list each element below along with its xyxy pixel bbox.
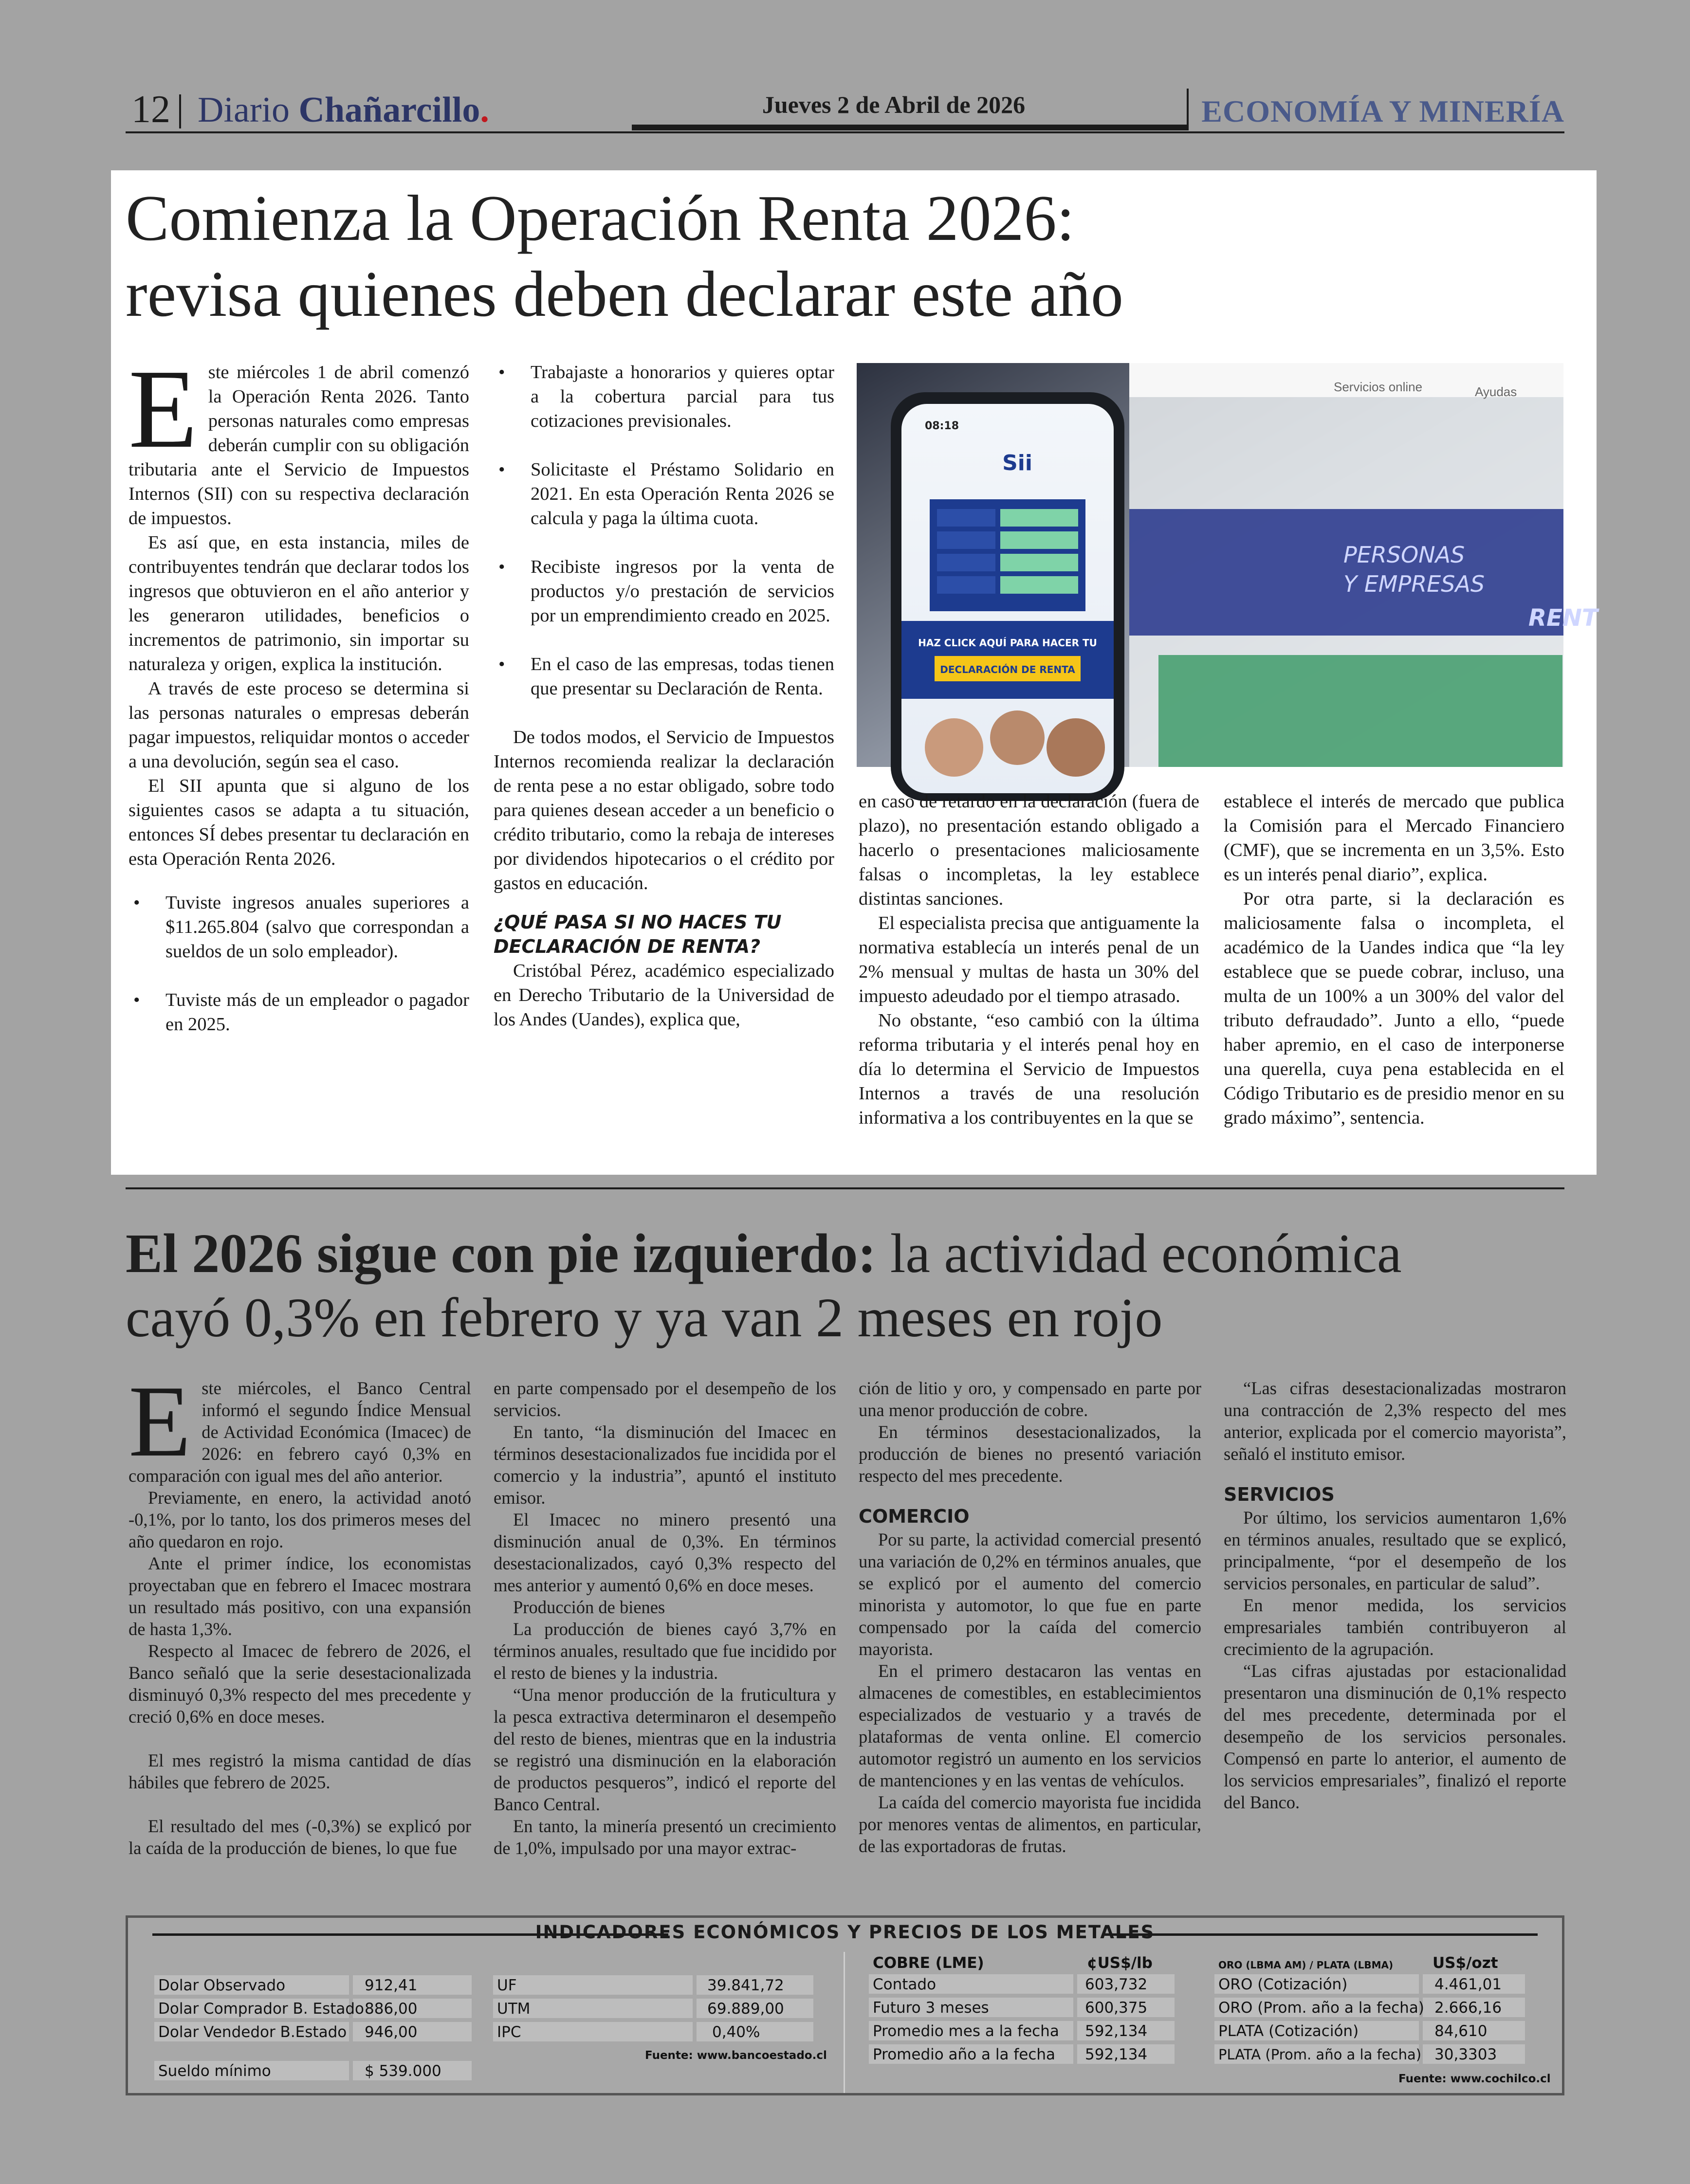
section-divider bbox=[1187, 89, 1189, 130]
article-separator bbox=[126, 1187, 1564, 1189]
copper-header: COBRE (LME) bbox=[873, 1954, 984, 1972]
dolar-vendedor-label: Dolar Vendedor B.Estado bbox=[158, 2023, 347, 2041]
article2-paragraph: En menor medida, los servicios empresariales también contribuyeron al crecimiento de la agrupación. bbox=[1224, 1595, 1566, 1659]
metals-header: ORO (LBMA AM) / PLATA (LBMA) bbox=[1218, 1959, 1394, 1971]
phone-menu-cell bbox=[937, 576, 995, 594]
article1-subhead: ¿QUÉ PASA SI NO HACES TU DECLARACIÓN DE RENTA? bbox=[494, 911, 782, 957]
source-cochilco: Fuente: www.cochilco.cl bbox=[1398, 2073, 1551, 2085]
article2-paragraph: Producción de bienes bbox=[513, 1597, 665, 1617]
oro-promedio-label: ORO (Prom. año a la fecha) bbox=[1218, 1999, 1424, 2017]
phone-cta-text: HAZ CLICK AQUÍ PARA HACER TU bbox=[918, 637, 1097, 649]
article1-paragraph: Cristóbal Pérez, académico especializado en Derecho Tributario de la Universidad de los Andes (Uandes), explica que, bbox=[494, 961, 834, 1030]
copper-futuro-label: Futuro 3 meses bbox=[873, 1999, 989, 2017]
article2-subhead-servicios: SERVICIOS bbox=[1224, 1484, 1335, 1505]
oro-cotizacion-label: ORO (Cotización) bbox=[1218, 1976, 1348, 1993]
copper-promedio-mes-label: Promedio mes a la fecha bbox=[873, 2022, 1059, 2040]
article2-paragraph: La producción de bienes cayó 3,7% en términos anuales, resultado que fue incidido por el resto de bienes y la industria. bbox=[494, 1619, 836, 1683]
article-operacion-renta bbox=[111, 170, 1597, 1175]
requirements-list-continued bbox=[494, 360, 834, 701]
uf-value: 39.841,72 bbox=[707, 1977, 784, 1994]
sueldo-minimo-label: Sueldo mínimo bbox=[158, 2062, 271, 2080]
phone-menu-cell bbox=[937, 554, 995, 571]
economic-indicators-box bbox=[126, 1915, 1564, 2095]
article2-paragraph: “Las cifras desestacionalizadas mostraron una contracción de 2,3% respecto del mes anterior, explicada por el comercio mayorista”, señaló el instituto emisor. bbox=[1224, 1378, 1566, 1464]
article2-paragraph: La caída del comercio mayorista fue incidida por menores ventas de alimentos, en particular, de las exportadoras de frutas. bbox=[859, 1792, 1201, 1856]
dolar-observado-label: Dolar Observado bbox=[158, 1977, 286, 1994]
article2-headline-line2: cayó 0,3% en febrero y ya van 2 meses en rojo bbox=[126, 1287, 1163, 1348]
article1-paragraph: A través de este proceso se determina si las personas naturales o empresas deberán pagar impuestos, reliquidar montos o acceder a una devolución, según sea el caso. bbox=[129, 678, 469, 772]
person-face bbox=[1047, 718, 1105, 777]
copper-contado-value: 603,732 bbox=[1085, 1976, 1148, 1993]
article2-paragraph: En tanto, “la disminución del Imacec en términos desestacionalizados fue incidida por el comercio y la industria”, apuntó el instituto emisor. bbox=[494, 1422, 836, 1508]
masthead-rule bbox=[126, 131, 1564, 133]
article2-subhead-comercio: COMERCIO bbox=[859, 1506, 970, 1527]
article2-paragraph: En el primero destacaron las ventas en almacenes de comestibles, en establecimientos especializados de vestuario y a través de plataformas de venta online. El comercio automotor registró un aumento en los servicios de mantenciones y en las ventas de vehículos. bbox=[859, 1661, 1201, 1790]
oro-cotizacion-value: 4.461,01 bbox=[1434, 1976, 1502, 1993]
article2-column-4 bbox=[1224, 1377, 1566, 1813]
phone-menu-cell bbox=[1000, 576, 1078, 594]
list-item: • Recibiste ingresos por la venta de productos y/o prestación de servicios por un emprendimiento creado en 2025. bbox=[494, 555, 834, 628]
phone-menu-cell bbox=[1000, 531, 1078, 549]
monitor-nav-item: Servicios online bbox=[1334, 380, 1423, 394]
article1-paragraph: ste miércoles 1 de abril comenzó la Operación Renta 2026. Tanto personas naturales como empresas deberán cumplir con su obligación tributaria ante el Servicio de Impuestos Internos (SII) con su respectiva declaración de impuestos. bbox=[129, 362, 469, 528]
oro-promedio-value: 2.666,16 bbox=[1434, 1999, 1502, 2017]
indicators-title: INDICADORES ECONÓMICOS Y PRECIOS DE LOS METALES bbox=[535, 1922, 1155, 1943]
sii-renta-photo bbox=[857, 363, 1598, 767]
drop-cap: E bbox=[129, 346, 198, 472]
article2-paragraph: Por último, los servicios aumentaron 1,6% en términos anuales, resultado que se explicó, principalmente, “por el desempeño de los servicios personales, en particular de salud”. bbox=[1224, 1508, 1566, 1593]
copper-promedio-ano-value: 592,134 bbox=[1085, 2046, 1148, 2063]
source-bancoestado: Fuente: www.bancoestado.cl bbox=[645, 2049, 827, 2062]
dolar-comprador-value: 886,00 bbox=[365, 2000, 418, 2018]
article1-column-4 bbox=[1224, 789, 1564, 1130]
phone-menu-cell bbox=[1000, 554, 1078, 571]
paper-name-light: Diario bbox=[198, 90, 290, 130]
monitor-green-grid bbox=[1158, 655, 1562, 767]
phone-cta-button-label: DECLARACIÓN DE RENTA bbox=[940, 664, 1075, 675]
monitor-nav-item: Ayudas bbox=[1475, 384, 1517, 399]
article1-column-1 bbox=[129, 346, 469, 1061]
article2-paragraph: ste miércoles, el Banco Central informó el segundo Índice Mensual de Actividad Económica (Imacec) de 2026: en febrero cayó 0,3% en comparación con igual mes del año anterior. bbox=[129, 1378, 471, 1486]
sueldo-minimo-value: $ 539.000 bbox=[365, 2062, 441, 2080]
plata-cotizacion-value: 84,610 bbox=[1434, 2022, 1488, 2040]
article2-paragraph: “Una menor producción de la fruticultura y la pesca extractiva determinaron el desempeño del resto de bienes, mientras que en la industria se registró una disminución en la elaboración de productos pesqueros”, indicó el reporte del Banco Central. bbox=[494, 1685, 836, 1814]
photo-illustration bbox=[857, 363, 1598, 767]
cell-bg bbox=[493, 2022, 693, 2041]
copper-promedio-ano-label: Promedio año a la fecha bbox=[873, 2046, 1056, 2063]
list-item: • En el caso de las empresas, todas tienen que presentar su Declaración de Renta. bbox=[494, 652, 834, 701]
article2-paragraph: En tanto, la minería presentó un crecimiento de 1,0%, impulsado por una mayor extrac- bbox=[494, 1816, 836, 1858]
ipc-label: IPC bbox=[497, 2023, 521, 2041]
page-number: 12 bbox=[131, 88, 170, 131]
masthead-divider bbox=[179, 94, 181, 128]
article2-headline-bold: El 2026 sigue con pie izquierdo: bbox=[126, 1222, 877, 1284]
metals-unit: US$/ozt bbox=[1433, 1954, 1498, 1972]
article1-paragraph: en caso de retardo en la declaración (fuera de plazo), no presentación estando obligado a hacerlo o presentaciones maliciosamente falsas o incompletas, la ley establece distintas sanciones. bbox=[859, 791, 1199, 909]
article1-paragraph: establece el interés de mercado que publica la Comisión para el Mercado Financiero (CMF), que se incrementa en un 3,5%. Esto es un interés penal diario”, explica. bbox=[1224, 791, 1564, 885]
copper-promedio-mes-value: 592,134 bbox=[1085, 2022, 1148, 2040]
dolar-vendedor-value: 946,00 bbox=[365, 2023, 418, 2041]
utm-label: UTM bbox=[497, 2000, 531, 2018]
date-bar bbox=[632, 125, 1187, 130]
article2-paragraph: Por su parte, la actividad comercial presentó una variación de 0,2% en términos anuales, que se explicó por el aumento del comercio minorista y automotor, lo que fue en parte compensado por la caída del comercio mayorista. bbox=[859, 1529, 1201, 1659]
phone-menu-cell bbox=[937, 509, 995, 527]
article2-column-1 bbox=[129, 1365, 471, 1859]
person-face bbox=[925, 718, 983, 777]
article1-column-2 bbox=[494, 360, 834, 1032]
article1-headline-line2: revisa quienes deben declarar este año bbox=[126, 258, 1123, 330]
article2-column-3 bbox=[859, 1377, 1201, 1857]
article1-paragraph: El SII apunta que si alguno de los siguientes casos se adapta a tu situación, entonces SÍ debes presentar tu declaración en esta Operación Renta 2026. bbox=[129, 776, 469, 869]
article2-column-2 bbox=[494, 1377, 836, 1859]
dolar-comprador-label: Dolar Comprador B. Estado bbox=[158, 2000, 365, 2018]
list-item: • Tuviste más de un empleador o pagador en 2025. bbox=[129, 988, 469, 1037]
paper-name-dot: . bbox=[480, 90, 489, 130]
plata-cotizacion-label: PLATA (Cotización) bbox=[1218, 2022, 1359, 2040]
article2-headline-rest: la actividad económica bbox=[876, 1222, 1402, 1284]
copper-contado-label: Contado bbox=[873, 1976, 937, 1993]
article1-headline bbox=[126, 180, 1581, 332]
article2-paragraph: El Imacec no minero presentó una disminución anual de 0,3%. En términos desestacionalizados, cayó 0,3% respecto del mes anterior y aumentó 0,6% en doce meses. bbox=[494, 1510, 836, 1595]
article1-paragraph: Es así que, en esta instancia, miles de contribuyentes tendrán que declarar todos los ingresos que obtuvieron en el año anterior y les generaron utilidades, beneficios o incrementos de patrimonio, sin importar su naturaleza y origen, explica la institución. bbox=[129, 532, 469, 674]
paper-name bbox=[198, 90, 489, 131]
monitor-banner-text: Y EMPRESAS bbox=[1343, 571, 1485, 597]
article1-paragraph: De todos modos, el Servicio de Impuestos Internos recomienda realizar la declaración de renta pese a no estar obligado, sobre todo para quienes desean acceder a un beneficio o crédito tributario, como la rebaja de intereses por dividendos hipotecarios o el crédito por gastos en educación. bbox=[494, 727, 834, 893]
list-item: • Trabajaste a honorarios y quieres optar a la cobertura parcial para tus cotizaciones previsionales. bbox=[494, 360, 834, 433]
masthead bbox=[126, 83, 1564, 133]
article2-paragraph: Previamente, en enero, la actividad anotó -0,1%, por lo tanto, los dos primeros meses del año quedaron en rojo. bbox=[129, 1488, 471, 1551]
paper-name-bold: Chañarcillo bbox=[298, 90, 480, 130]
copper-futuro-value: 600,375 bbox=[1085, 1999, 1148, 2017]
plata-promedio-value: 30,3303 bbox=[1434, 2046, 1497, 2063]
drop-cap: E bbox=[129, 1365, 191, 1478]
phone-menu-cell bbox=[1000, 509, 1078, 527]
dolar-observado-value: 912,41 bbox=[365, 1977, 418, 1994]
article1-headline-line1: Comienza la Operación Renta 2026: bbox=[126, 182, 1075, 254]
utm-value: 69.889,00 bbox=[707, 2000, 784, 2018]
article1-column-3 bbox=[859, 789, 1199, 1130]
article2-paragraph: “Las cifras ajustadas por estacionalidad presentaron una disminución de 0,1% respecto del mes precedente, determinada por el desempeño de los servicios personales. Compensó en parte lo anterior, el aumento de los servicios empresariales”, finalizó el reporte del Banco. bbox=[1224, 1661, 1566, 1812]
article2-paragraph: El resultado del mes (-0,3%) se explicó por la caída de la producción de bienes, lo que fue bbox=[129, 1816, 471, 1858]
cell-bg bbox=[493, 1975, 693, 1995]
article2-paragraph: Ante el primer índice, los economistas proyectaban que en febrero el Imacec mostrara un resultado más positivo, con una expansión de hasta 1,3%. bbox=[129, 1553, 471, 1639]
monitor-banner-text: RENT bbox=[1528, 604, 1598, 632]
article2-paragraph: ción de litio y oro, y compensado en parte por una menor producción de cobre. bbox=[859, 1378, 1201, 1420]
article2-paragraph: Respecto al Imacec de febrero de 2026, el Banco señaló que la serie desestacionalizada disminuyó 0,3% respecto del mes precedente y creció 0,6% en doce meses. bbox=[129, 1641, 471, 1727]
section-title: ECONOMÍA Y MINERÍA bbox=[1201, 94, 1564, 128]
indicators-divider bbox=[844, 1952, 845, 2093]
issue-date: Jueves 2 de Abril de 2026 bbox=[762, 91, 1026, 118]
ipc-value: 0,40% bbox=[712, 2023, 760, 2041]
person-face bbox=[990, 710, 1045, 765]
article2-headline bbox=[126, 1221, 1564, 1350]
phone-menu-cell bbox=[937, 531, 995, 549]
plata-promedio-label: PLATA (Prom. año a la fecha) bbox=[1218, 2046, 1422, 2063]
list-item: • Solicitaste el Préstamo Solidario en 2021. En esta Operación Renta 2026 se calcula y paga la última cuota. bbox=[494, 457, 834, 530]
article1-paragraph: Por otra parte, si la declaración es maliciosamente falsa o incompleta, el académico de la Uandes indica que “la ley establece que se puede cobrar, incluso, una multa de un 100% a un 300% del valor del tributo defraudado”. Junto a ello, “puede haber apremio, en el caso de interponerse una querella, cuya pena establecida en el Código Tributario es de presidio menor en su grado máximo”, sentencia. bbox=[1224, 889, 1564, 1128]
requirements-list bbox=[129, 891, 469, 1037]
monitor-banner-text: PERSONAS bbox=[1343, 542, 1465, 568]
article1-paragraph: No obstante, “eso cambió con la última reforma tributaria y el interés penal hoy en día lo determina el Servicio de Impuestos Internos a través de una resolución informativa a los contribuyentes en la que se bbox=[859, 1010, 1199, 1128]
article2-paragraph: En términos desestacionalizados, la producción de bienes no presentó variación respecto del mes precedente. bbox=[859, 1422, 1201, 1486]
list-item: • Tuviste ingresos anuales superiores a $11.265.804 (salvo que correspondan a sueldos de un solo empleador). bbox=[129, 891, 469, 964]
sii-logo: Sii bbox=[1002, 451, 1032, 475]
copper-unit: ¢US$/lb bbox=[1087, 1954, 1153, 1972]
article2-paragraph: El mes registró la misma cantidad de días hábiles que febrero de 2025. bbox=[129, 1750, 471, 1792]
article1-paragraph: El especialista precisa que antiguamente la normativa establecía un interés penal de un 2% mensual y multas de hasta un 30% del impuesto adeudado por el tiempo atrasado. bbox=[859, 913, 1199, 1006]
uf-label: UF bbox=[497, 1977, 517, 1994]
phone-status-time: 08:18 bbox=[925, 420, 959, 432]
article2-paragraph: en parte compensado por el desempeño de los servicios. bbox=[494, 1378, 836, 1420]
